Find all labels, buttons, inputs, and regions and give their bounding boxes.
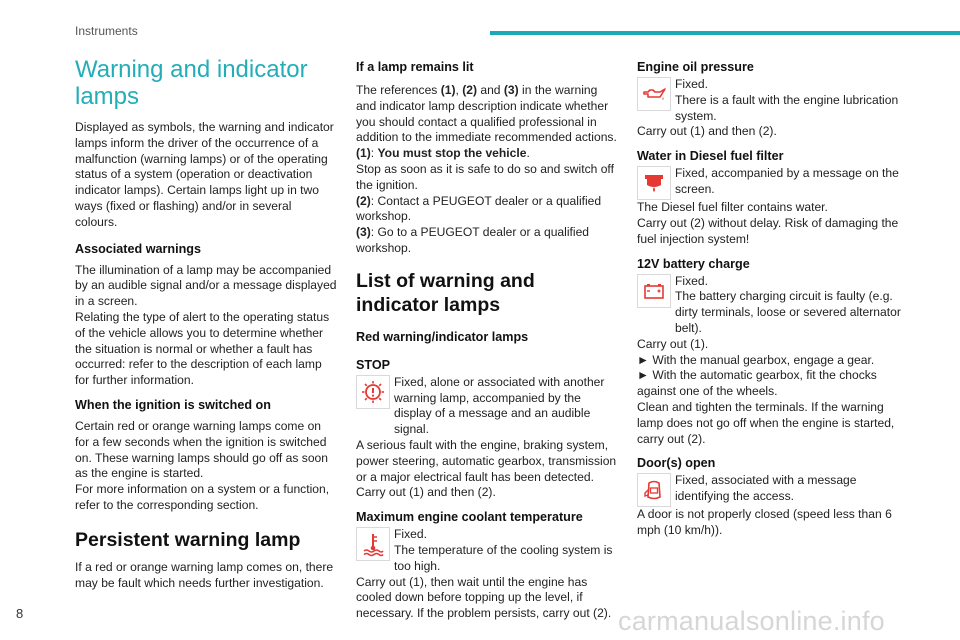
water-lamp-row xyxy=(637,166,905,200)
water-in-fuel-icon xyxy=(637,166,671,200)
stop-paragraph-1: A serious fault with the engine, braking system, power steering, automatic gearbox, transmission or a major electrical fault has been detected. xyxy=(356,437,617,484)
associated-paragraph-1: The illumination of a lamp may be accompanied by an audible signal and/or a message displayed in a screen. xyxy=(75,262,337,309)
references-paragraph: The references (1), (2) and (3) in the warning and indicator lamp description indicate whether you should contact a qualified professional in addition to the immediate recommended actions. xyxy=(356,83,617,145)
oil-paragraph: Carry out (1) and then (2). xyxy=(637,124,777,139)
coolant-lamp-text: Fixed. The temperature of the cooling system is too high. xyxy=(394,527,613,573)
battery-lamp-text: Fixed. The battery charging circuit is faulty (e.g. dirty terminals, loose or severed alternator belt). xyxy=(675,273,901,335)
stop-lamp-text: Fixed, alone or associated with another warning lamp, accompanied by the display of a message and an audible signal. xyxy=(394,374,605,437)
door-lamp-text: Fixed, associated with a message identifying the access. xyxy=(675,473,857,504)
section-header: Instruments xyxy=(75,24,138,38)
column-1 xyxy=(75,56,337,591)
associated-warnings-heading: Associated warnings xyxy=(75,241,201,256)
battery-lamp-row xyxy=(637,274,905,337)
ignition-paragraph-1: Certain red or orange warning lamps come on for a few seconds when the ignition is switched on. These warning lamps should go off as soon as the engine is started. xyxy=(75,418,329,481)
reference-3-line: (3): Go to a PEUGEOT dealer or a qualified workshop. xyxy=(356,225,590,255)
water-lamp-text: Fixed, accompanied by a message on the screen. xyxy=(675,166,899,196)
intro-paragraph: Displayed as symbols, the warning and indicator lamps inform the driver of the occurrence of a malfunction (warning lamps) or of the operating status of a system (operation or deactivation indicator lamps). Certain lamps light up in two ways (fixed or flashing) and/or in several colours. xyxy=(75,120,334,229)
coolant-heading: Maximum engine coolant temperature xyxy=(356,510,583,525)
watermark: carmanualsonline.info xyxy=(618,606,885,636)
ignition-heading: When the ignition is switched on xyxy=(75,397,271,412)
door-paragraph: A door is not properly closed (speed less than 6 mph (10 km/h)). xyxy=(637,507,892,538)
oil-pressure-heading: Engine oil pressure xyxy=(637,60,754,74)
red-lamps-heading: Red warning/indicator lamps xyxy=(356,329,529,344)
associated-paragraph-2: Relating the type of alert to the operating status of the vehicle allows you to determine whether the situation is normal or whether a fault has occurred: refer to the description of each lamp for further information. xyxy=(75,309,330,388)
stop-heading: STOP xyxy=(356,357,391,372)
oil-lamp-row xyxy=(637,77,905,124)
header-accent-bar xyxy=(490,31,960,35)
oil-lamp-text: Fixed. There is a fault with the engine lubrication system. xyxy=(675,77,899,123)
persistent-warning-heading: Persistent warning lamp xyxy=(75,528,301,551)
battery-paragraph-4: Clean and tighten the terminals. If the warning lamp does not go off when the engine is started, carry out (2). xyxy=(637,399,895,446)
list-heading: List of warning and indicator lamps xyxy=(356,269,535,316)
stop-lamp-row xyxy=(356,375,619,438)
page-number: 8 xyxy=(16,606,24,621)
oil-pressure-icon xyxy=(637,77,671,111)
column-3 xyxy=(637,56,905,539)
stop-warning-icon xyxy=(356,375,390,409)
battery-paragraph-1: Carry out (1). xyxy=(637,336,709,351)
coolant-lamp-row xyxy=(356,527,619,574)
door-heading: Door(s) open xyxy=(637,456,716,471)
water-paragraph-1: The Diesel fuel filter contains water. xyxy=(637,200,828,215)
column-2 xyxy=(356,56,619,622)
persistent-paragraph: If a red or orange warning lamp comes on, there may be fault which needs further investigation. xyxy=(75,559,334,590)
coolant-temperature-icon xyxy=(356,527,390,561)
door-open-icon xyxy=(637,473,671,507)
battery-heading: 12V battery charge xyxy=(637,256,750,271)
battery-paragraph-3: ► With the automatic gearbox, fit the chocks against one of the wheels. xyxy=(637,368,877,399)
reference-2-line: (2): Contact a PEUGEOT dealer or a qualified workshop. xyxy=(356,193,602,224)
stop-paragraph-2: Carry out (1) and then (2). xyxy=(356,485,496,500)
water-fuel-heading: Water in Diesel fuel filter xyxy=(637,149,784,164)
lamp-remains-lit-heading: If a lamp remains lit xyxy=(356,60,474,74)
door-lamp-row xyxy=(637,473,905,507)
battery-paragraph-2: ► With the manual gearbox, engage a gear. xyxy=(637,352,875,367)
reference-1-line: (1): You must stop the vehicle. xyxy=(356,146,530,161)
coolant-paragraph: Carry out (1), then wait until the engine has cooled down before topping up the level, if necessary. If the problem persists, carry out (2). xyxy=(356,574,612,621)
water-paragraph-2: Carry out (2) without delay. Risk of damaging the fuel injection system! xyxy=(637,215,899,246)
page-title: Warning and indicator lamps xyxy=(75,56,308,110)
battery-icon xyxy=(637,274,671,308)
ignition-paragraph-2: For more information on a system or a function, refer to the corresponding section. xyxy=(75,482,330,512)
reference-1-text: Stop as soon as it is safe to do so and switch off the ignition. xyxy=(356,161,614,192)
